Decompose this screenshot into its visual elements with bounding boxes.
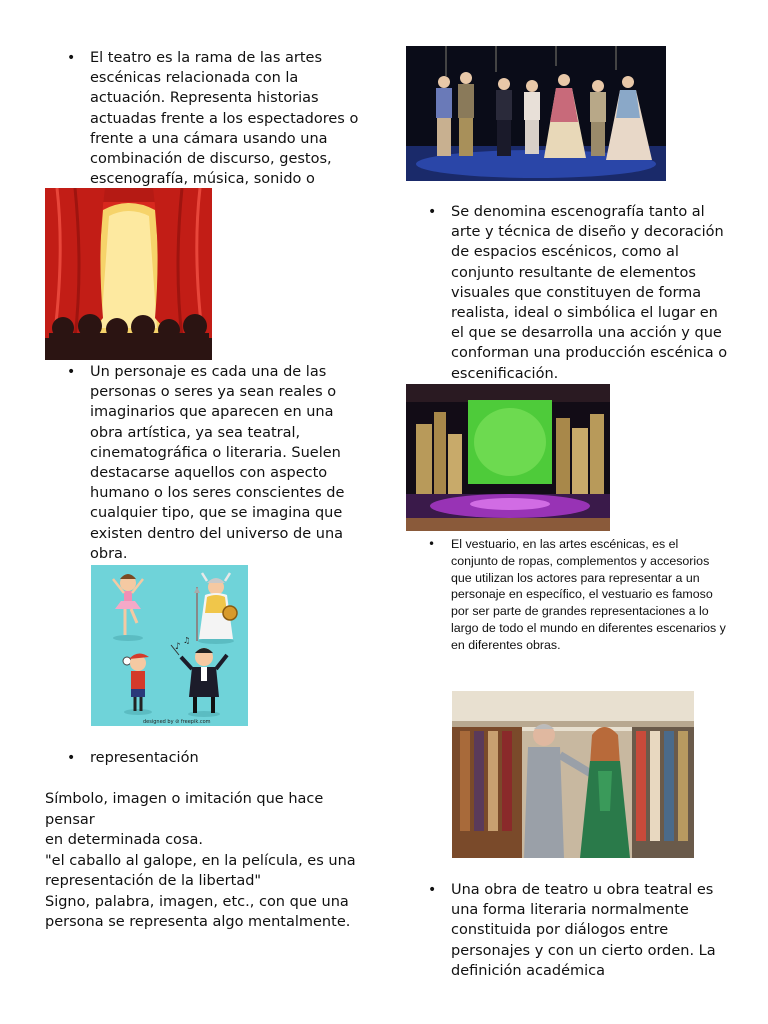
bullet-marker: • [428,882,437,898]
paragraph-obra: Una obra de teatro u obra teatral es una forma literaria normalmente constituida por diálogos entre personajes y con un cierto orden. La definición académica [451,882,716,979]
definition-line: "el caballo al galope, en la película, es una [45,852,356,869]
bullet-marker: • [67,50,76,66]
watermark-text: designed by ⊘ freepik.com [143,719,211,725]
definition-line: Signo, palabra, imagen, etc., con que una [45,893,349,910]
characters-image [91,565,248,726]
stage-actors-image [406,46,666,181]
paragraph-representacion: representación [90,750,199,766]
paragraph-personaje: Un personaje es cada una de las personas o seres ya sean reales o imaginarios que aparecen en una obra artística, ya sea teatral, cinematográfica o literaria. Suelen destacarse aquellos con aspecto humano o los seres conscientes de cualquier tipo, que se imagina que existen dentro del universo de una obra. [90,364,345,562]
definition-line: persona se representa algo mentalmente. [45,914,351,930]
bullet-marker: • [67,364,76,380]
red-curtain-image [45,188,212,360]
definition-line: representación de la libertad" [45,873,262,889]
paragraph-vestuario: El vestuario, en las artes escénicas, es el conjunto de ropas, complementos y accesorios que utilizan los actores para representar a un personaje en específico, el vestuario es famoso por ser parte de grandes representaciones a lo largo de todo el mundo en diferentes escenarios y en diferentes obras. [451,537,726,652]
costume-shop-image [452,691,694,858]
definition-line: en determinada cosa. [45,832,203,848]
definition-block [45,789,375,933]
paragraph-teatro: El teatro es la rama de las artes escénicas relacionada con la actuación. Representa historias actuadas frente a los espectadores o frente a una cámara usando una combinación de discurso, gestos, escenografía, música, sonido o [90,50,359,188]
bullet-marker: • [428,204,437,220]
svg-text:♪: ♪ [175,642,181,652]
svg-text:♫: ♫ [183,636,191,645]
bullet-marker: • [67,750,76,766]
definition-line: Símbolo, imagen o imitación que hace pensar [45,791,324,828]
stage-scenery-image [406,384,610,531]
paragraph-escenografia: Se denomina escenografía tanto al arte y técnica de diseño y decoración de espacios escénicos, como al conjunto resultante de elementos visuales que constituyen de forma realista, ideal o simbólica el lugar en el que se desarrolla una acción y que conforman una producción escénica o escenificación. [451,204,728,382]
bullet-marker: • [428,537,436,551]
